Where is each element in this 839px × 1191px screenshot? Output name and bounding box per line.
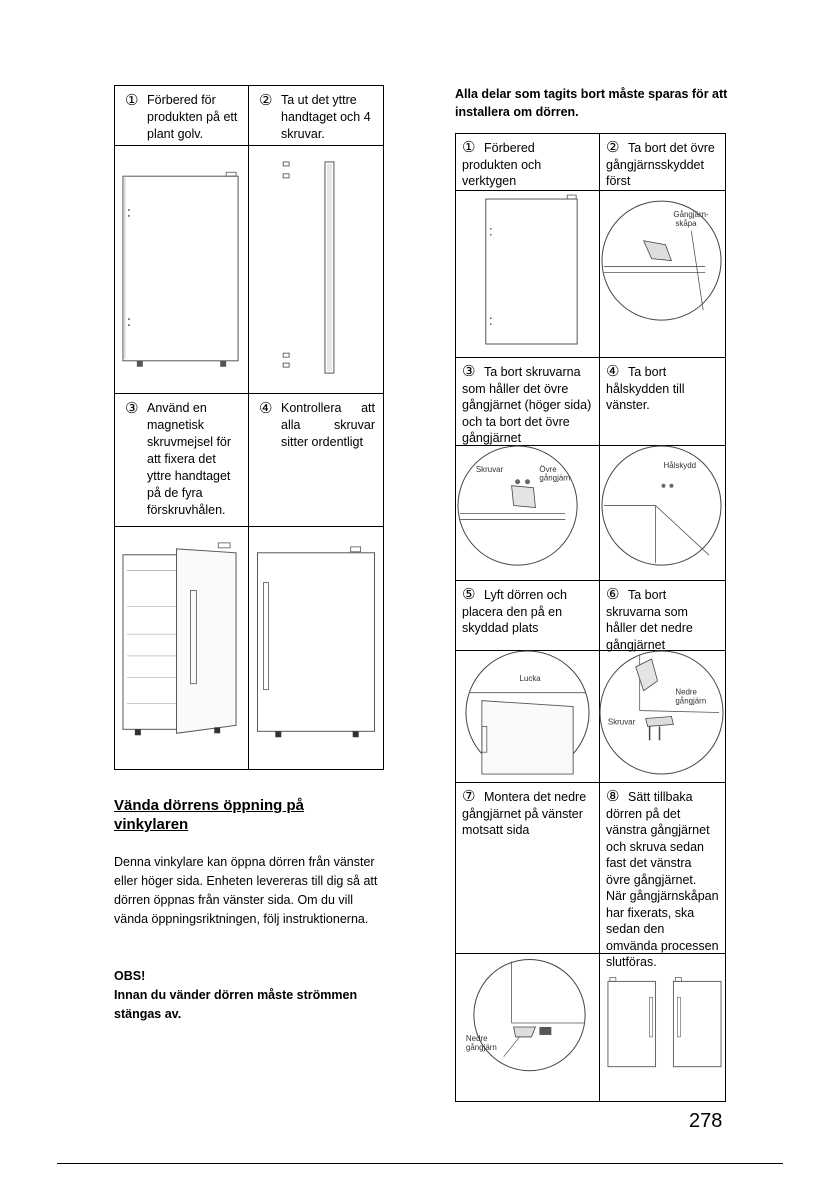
step-number: ⑤ [462,586,476,603]
section-heading-line2: vinkylaren [114,816,189,833]
label-lower-hinge-b2: gångjärn [465,1042,497,1052]
intro-note: Alla delar som tagits bort måste sparas för att installera om dörren. [455,87,728,119]
label-upper-hinge-2: gångjärn [539,473,571,483]
step-text: Lyft dörren och placera den på en skyddad plats [462,588,567,635]
step-text: Ta ut det yttre handtaget och 4 skruvar. [281,93,371,141]
right-step-5 [456,581,600,651]
right-step-6 [600,581,725,651]
right-step-4 [600,358,725,446]
obs-text: Innan du vänder dörren måste strömmen stängas av. [114,988,358,1021]
label-lower-hinge-b1: Nedre [465,1033,488,1043]
open-fridge-illustration [115,527,249,769]
reassembled-fridges-illustration [600,954,725,1101]
step-number: ③ [125,400,139,417]
right-step-3 [456,358,600,446]
step-number: ④ [606,363,620,380]
mount-lower-hinge-illustration [456,954,600,1101]
label-hinge-cover-2: skåpa [675,218,697,228]
obs-note [114,967,384,1024]
right-step-2 [600,134,725,191]
left-step-4 [249,394,383,527]
section-paragraph: Denna vinkylare kan öppna dörren från vänster eller höger sida. Enheten levereras till dig så att dörren öppnas från vänster sida. Om du vill vända öppningsriktningen, följ instruktionerna. [114,855,378,926]
step-text: Kontrollera att alla skruvar sitter ordentligt [281,401,375,449]
step-number: ⑦ [462,788,476,805]
step-text: Förbered produkten och verktygen [462,141,542,188]
step-text: Sätt tillbaka dörren på det vänstra gångjärnet och skruva sedan fast det vänstra övre gångjärnet. När gångjärnskåpan har fixerats, ska sedan den omvända processen slutföras. [606,790,719,969]
step-text: Montera det nedre gångjärnet på vänster motsatt sida [462,790,587,837]
right-step-7 [456,783,600,954]
step-number: ⑥ [606,586,620,603]
step-number: ① [462,139,476,156]
fridge-with-handle-illustration [249,527,383,769]
label-screws: Skruvar [475,464,504,474]
hole-cover-illustration [600,446,725,581]
label-lower-hinge-1: Nedre [675,687,697,697]
fridge-tools-illustration [456,191,600,358]
step-text: Ta bort skruvarna som håller det övre gångjärnet (höger sida) och ta bort det övre gångjärnet [462,365,592,445]
left-step-3 [115,394,249,527]
label-lower-hinge-2: gångjärn [675,696,707,706]
label-hinge-cover-1: Gångjärn- [673,209,709,219]
label-hole-cover: Hålskydd [663,460,697,470]
step-number: ④ [259,400,273,417]
right-instructions-grid [455,133,726,1102]
page-number: 278 [689,1110,723,1132]
step-number: ① [125,92,139,109]
label-screws-2: Skruvar [607,717,636,727]
lift-door-illustration [456,651,600,783]
upper-hinge-screws-illustration [456,446,600,581]
left-instructions-grid [114,85,384,770]
step-text: Ta bort det övre gångjärnsskyddet först [606,141,715,188]
step-text: Förbered för produkten på ett plant golv. [147,93,238,141]
left-step-1 [115,86,249,146]
right-step-8 [600,783,725,969]
left-step-2 [249,86,383,146]
fridge-front-illustration [115,146,249,394]
section-heading [114,796,304,834]
step-number: ② [606,139,620,156]
handle-screws-illustration [249,146,383,394]
label-upper-hinge-1: Övre [539,464,557,474]
step-number: ③ [462,363,476,380]
lower-hinge-screws-illustration [600,651,725,783]
step-number: ② [259,92,273,109]
section-heading-line1: Vända dörrens öppning på [114,797,305,814]
step-text: Ta bort skruvarna som håller det nedre gångjärnet [606,588,693,652]
label-door: Lucka [519,673,541,683]
step-text: Använd en magnetisk skruvmejsel för att fixera det yttre handtaget på de fyra förskruvhålen. [147,401,232,517]
hinge-cover-illustration [600,191,725,358]
right-step-1 [456,134,600,191]
obs-title: OBS! [114,969,146,983]
step-text: Ta bort hålskydden till vänster. [606,365,685,412]
step-number: ⑧ [606,788,620,805]
footer-divider [57,1163,783,1164]
